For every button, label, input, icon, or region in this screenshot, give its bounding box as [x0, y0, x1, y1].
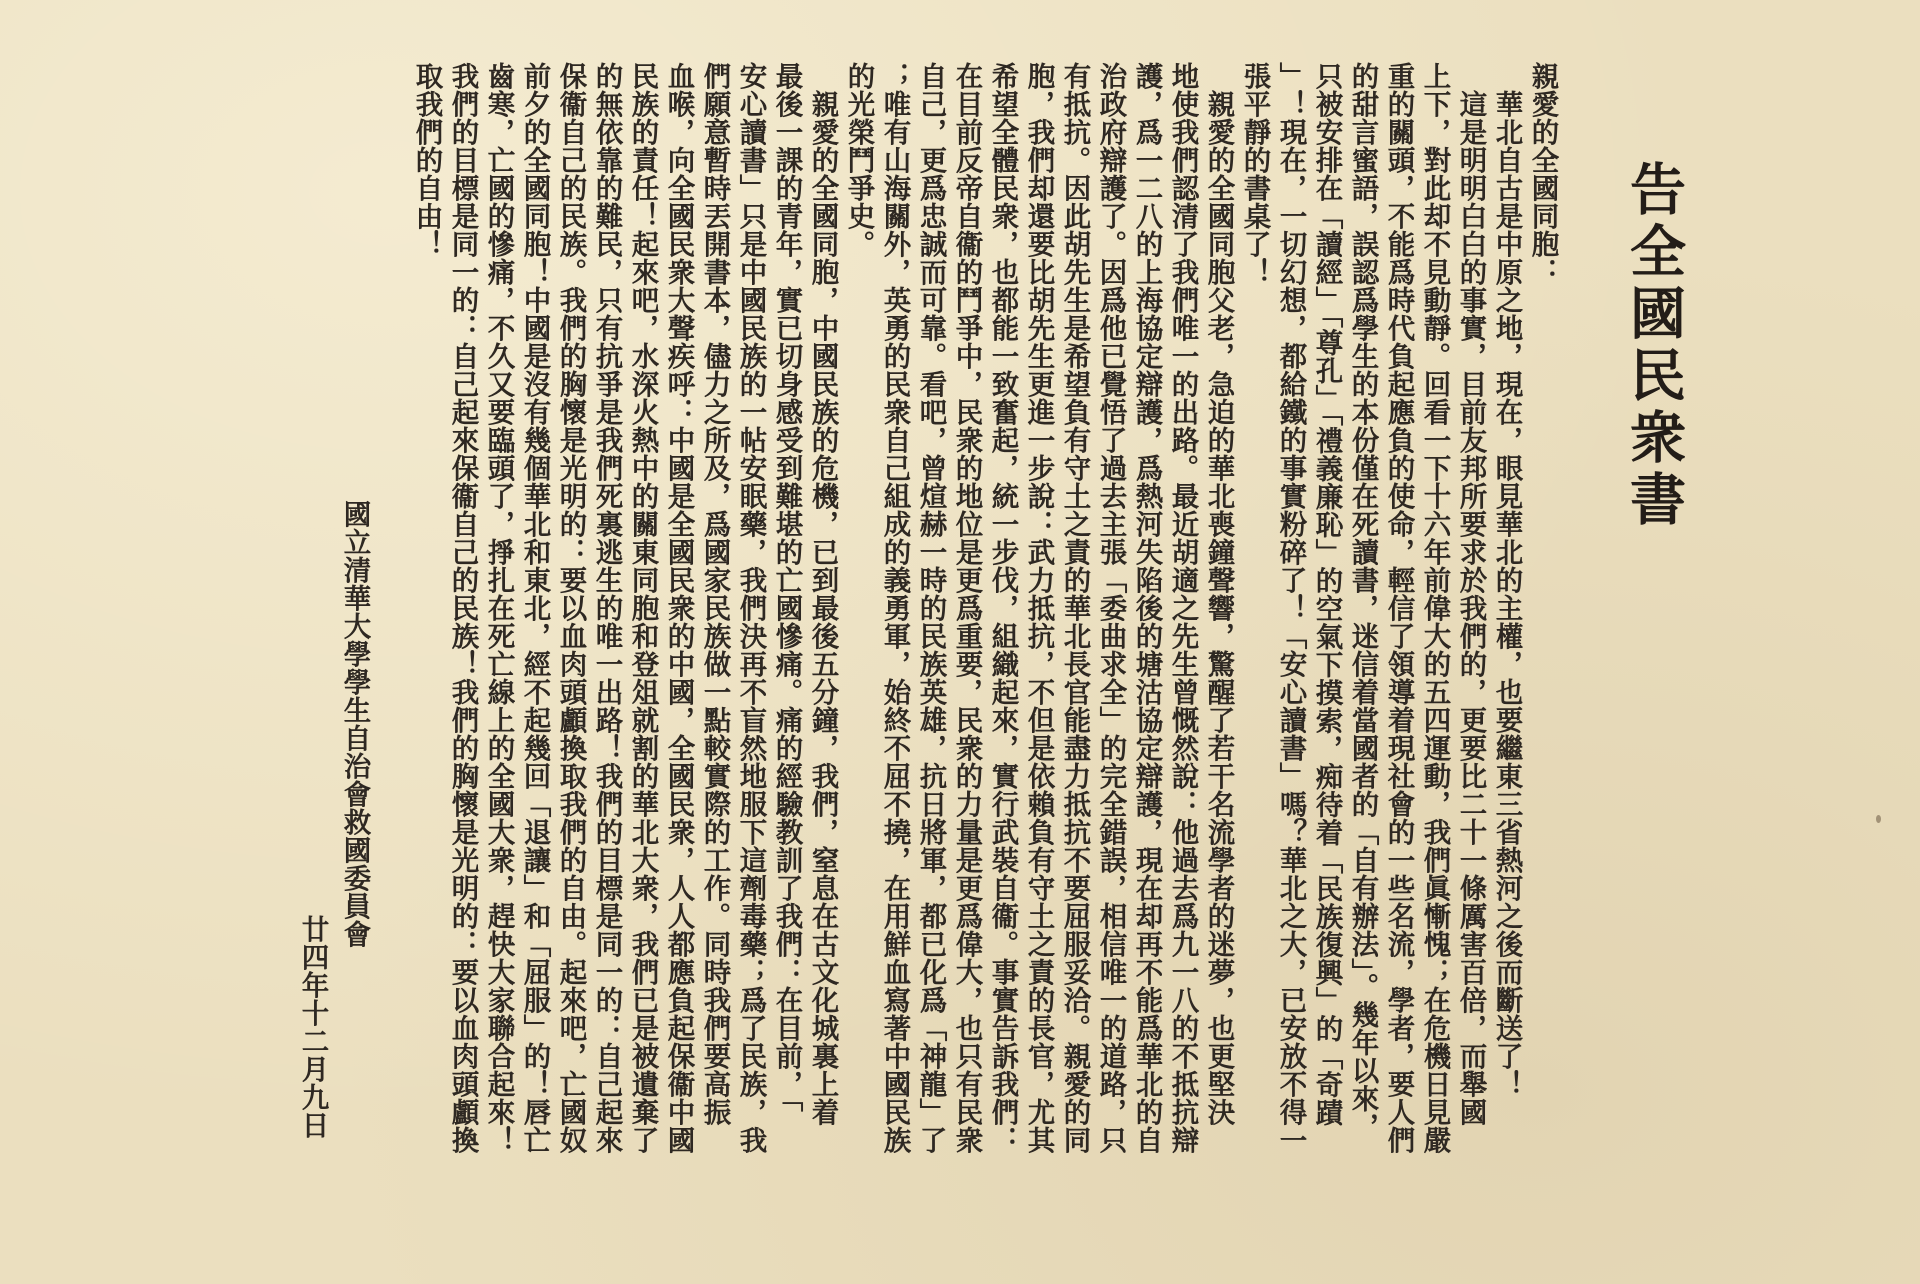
text-column: 安心讀書」只是中國民族的一帖安眠藥，我們決再不盲然地服下這劑毒藥；爲了民族，我 [734, 62, 767, 1154]
ink-spot [1876, 815, 1881, 823]
text-column: 取我們的自由！ [410, 62, 443, 258]
text-column: 」！現在，一切幻想，都給鐵的事實粉碎了！「安心讀書」嗎？華北之大，已安放不得一 [1274, 62, 1307, 1154]
text-column: 地使我們認清了我們唯一的出路。最近胡適之先生曾慨然說：他過去爲九一八的不抵抗辯 [1166, 62, 1199, 1154]
text-column: 上下，對此却不見動靜。回看一下十六年前偉大的五四運動，我們眞慚愧；在危機日見嚴 [1418, 62, 1451, 1154]
text-column: 重的關頭，不能爲時代負起應負的使命，輕信了領導着現社會的一些名流，學者，要人們 [1382, 62, 1415, 1154]
text-column: 親愛的全國同胞父老，急迫的華北喪鐘聲響，驚醒了若干名流學者的迷夢，也更堅決 [1202, 62, 1235, 1126]
text-column: 們願意暫時丟開書本，儘力之所及，爲國家民族做一點較實際的工作。同時我們要高振 [698, 62, 731, 1126]
text-column: 張平靜的書桌了！ [1238, 62, 1271, 286]
text-column: 在目前反帝自衞的鬥爭中，民衆的地位是更爲重要，民衆的力量是更爲偉大，也只有民衆 [950, 62, 983, 1154]
text-column: 民族的責任！起來吧，水深火熱中的關東同胞和登俎就割的華北大衆，我們已是被遺棄了 [626, 62, 659, 1154]
text-column: 有抵抗。因此胡先生是希望負有守土之責的華北長官能盡力抵抗不要屈服妥洽。親愛的同 [1058, 62, 1091, 1154]
text-column: 我們的目標是同一的：自己起來保衞自己的民族！我們的胸懷是光明的：要以血肉頭顱換 [446, 62, 479, 1154]
text-column: 護，爲一二八的上海協定辯護，爲熱河失陷後的塘沽協定辯護，現在却再不能爲華北的自 [1130, 62, 1163, 1154]
text-column: 希望全體民衆，也都能一致奮起，統一步伐，組織起來，實行武裝自衞。事實告訴我們： [986, 62, 1019, 1154]
text-column: ；唯有山海關外，英勇的民衆自己組成的義勇軍，始終不屈不撓，在用鮮血寫著中國民族 [878, 62, 911, 1154]
date: 廿四年十二月九日 [296, 915, 329, 1139]
text-column: 的光榮鬥爭史。 [842, 62, 875, 258]
text-column: 的甜言蜜語，誤認爲學生的本份僅在死讀書，迷信着當國者的「自有辦法」。幾年以來， [1346, 62, 1379, 1141]
document-title: 告全國民衆書 [1621, 160, 1687, 532]
text-column: 親愛的全國同胞： [1526, 62, 1559, 286]
text-column: 血喉，向全國民衆大聲疾呼：中國是全國民衆的中國，全國民衆，人人都應負起保衞中國 [662, 62, 695, 1154]
text-column: 的無依靠的難民，只有抗爭是我們死裏逃生的唯一出路！我們的目標是同一的：自己起來 [590, 62, 623, 1154]
text-column: 自己，更爲忠誠而可靠。看吧，曾煊赫一時的民族英雄，抗日將軍，都已化爲「神龍」了 [914, 62, 947, 1154]
text-column: 治政府辯護了。因爲他已覺悟了過去主張「委曲求全」的完全錯誤，相信唯一的道路，只 [1094, 62, 1127, 1154]
text-column: 親愛的全國同胞，中國民族的危機，已到最後五分鐘，我們，窒息在古文化城裏上着 [806, 62, 839, 1126]
text-column: 最後一課的青年，實已切身感受到難堪的亡國慘痛。痛的經驗教訓了我們：在目前，「 [770, 62, 803, 1113]
text-column: 齒寒，亡國的慘痛，不久又要臨頭了，掙扎在死亡線上的全國大衆，趕快大家聯合起來！ [482, 62, 515, 1154]
signatory: 國立清華大學學生自治會救國委員會 [338, 500, 371, 948]
text-column: 保衞自己的民族。我們的胸懷是光明的：要以血肉頭顱換取我們的自由。起來吧，亡國奴 [554, 62, 587, 1154]
text-column: 胞，我們却還要比胡先生更進一步說：武力抵抗，不但是依賴負有守土之責的長官，尤其 [1022, 62, 1055, 1154]
text-column: 這是明明白白的事實，目前友邦所要求於我們的，更要比二十一條厲害百倍，而舉國 [1454, 62, 1487, 1126]
text-column: 華北自古是中原之地，現在，眼見華北的主權，也要繼東三省熱河之後而斷送了！ [1490, 62, 1523, 1098]
text-column: 只被安排在「讀經」「尊孔」「禮義廉恥」的空氣下摸索，痴待着「民族復興」的「奇蹟 [1310, 62, 1343, 1127]
text-column: 前夕的全國同胞！中國是沒有幾個華北和東北，經不起幾回「退讓」和「屈服」的！唇亡 [518, 62, 551, 1154]
